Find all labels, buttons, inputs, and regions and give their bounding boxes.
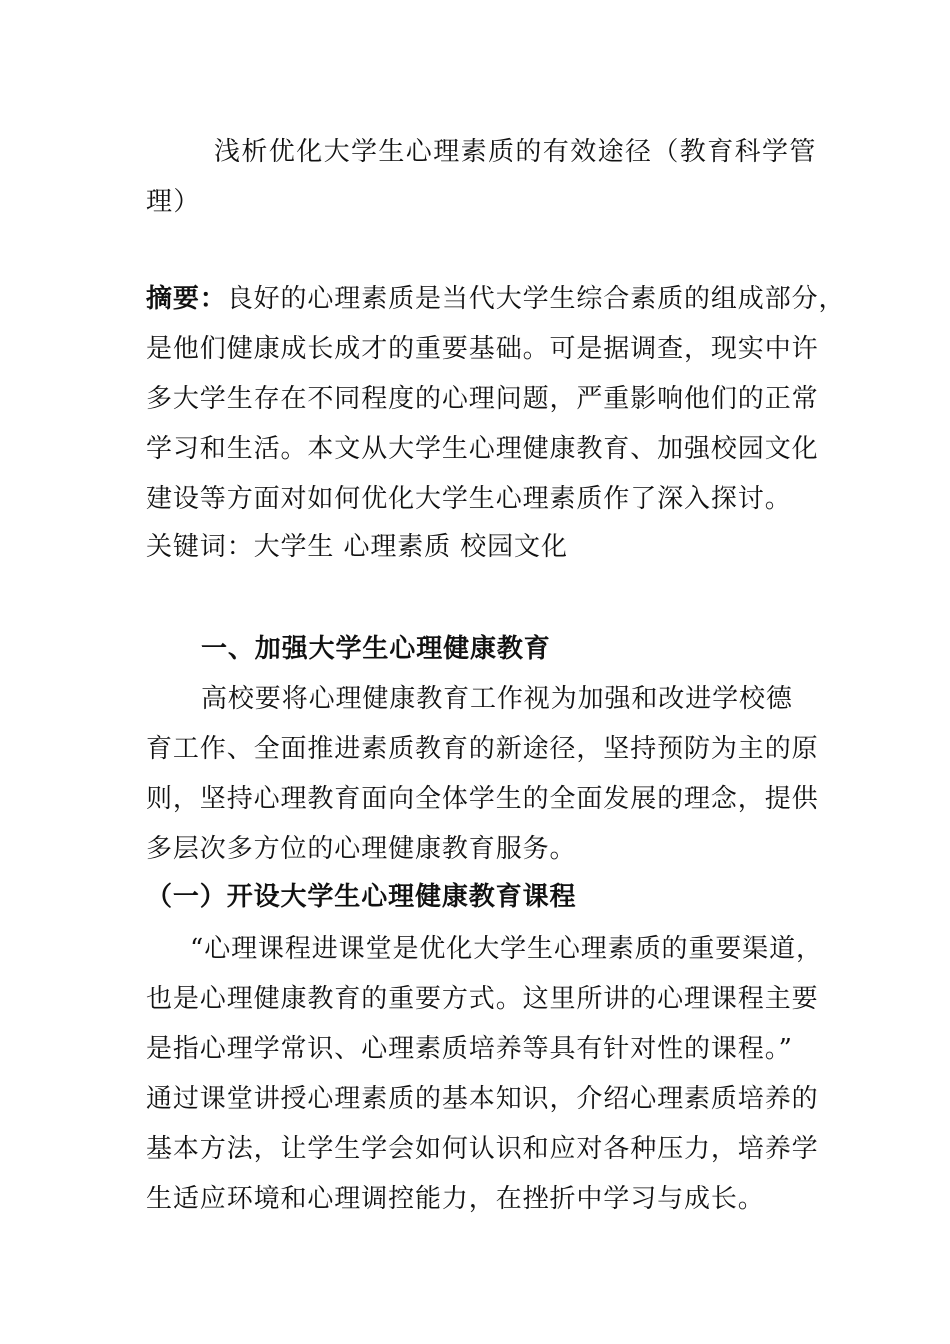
document-title-line-2: 理） [146, 187, 201, 217]
abstract-line-2: 是他们健康成长成才的重要基础。可是据调查，现实中许 [146, 334, 819, 364]
abstract-text: 良好的心理素质是当代大学生综合素质的组成部分， [226, 284, 846, 314]
subsection-paragraph-line-3: 是指心理学常识、心理素质培养等具有针对性的课程。” [146, 1034, 793, 1064]
keywords-value: 大学生 心理素质 校园文化 [253, 532, 568, 562]
subsection-paragraph-line-6: 生适应环境和心理调控能力，在挫折中学习与成长。 [146, 1184, 765, 1214]
abstract-label: 摘要： [146, 284, 227, 314]
subsection-paragraph-line-2: 也是心理健康教育的重要方式。这里所讲的心理课程主要 [146, 984, 819, 1014]
abstract-line-4: 学习和生活。本文从大学生心理健康教育、加强校园文化 [146, 434, 819, 464]
subsection-heading: （一）开设大学生心理健康教育课程 [146, 882, 577, 912]
abstract-line-3: 多大学生存在不同程度的心理问题，严重影响他们的正常 [146, 384, 819, 414]
subsection-paragraph-line-4: 通过课堂讲授心理素质的基本知识，介绍心理素质培养的 [146, 1084, 819, 1114]
section-paragraph-line-2: 育工作、全面推进素质教育的新途径，坚持预防为主的原 [146, 734, 819, 764]
abstract-line-5: 建设等方面对如何优化大学生心理素质作了深入探讨。 [146, 484, 792, 514]
section-paragraph-line-4: 多层次多方位的心理健康教育服务。 [146, 834, 577, 864]
keywords-line [146, 529, 568, 565]
section-paragraph-line-1: 高校要将心理健康教育工作视为加强和改进学校德 [201, 684, 793, 714]
document-title-line-1: 浅析优化大学生心理素质的有效途径（教育科学管 [214, 137, 817, 167]
section-paragraph-line-3: 则，坚持心理教育面向全体学生的全面发展的理念，提供 [146, 784, 819, 814]
abstract-line-1 [146, 281, 845, 317]
subsection-paragraph-line-5: 基本方法，让学生学会如何认识和应对各种压力，培养学 [146, 1134, 819, 1164]
keywords-label: 关键词： [146, 532, 254, 562]
subsection-paragraph-line-1: “心理课程进课堂是优化大学生心理素质的重要渠道， [190, 934, 823, 964]
section-heading: 一、加强大学生心理健康教育 [201, 634, 551, 664]
